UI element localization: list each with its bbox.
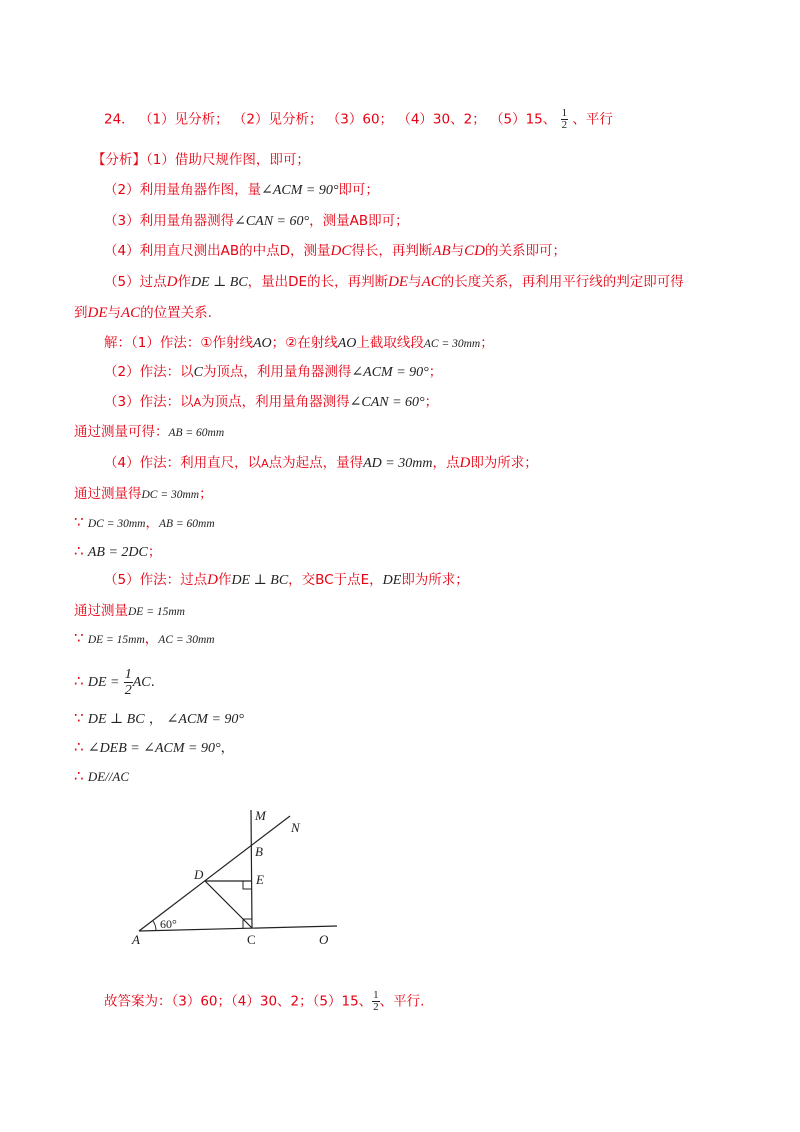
- math: A: [261, 457, 269, 470]
- answer-part-3: （3）60；: [326, 111, 394, 128]
- solution-line-6: [74, 484, 213, 505]
- math: D: [459, 455, 471, 471]
- text: （4）作法：利用直尺，以: [104, 455, 262, 471]
- question-number: 24．: [104, 111, 135, 128]
- segment-DC: [205, 881, 252, 928]
- math: C: [193, 365, 203, 380]
- text: 的位置关系.: [140, 305, 212, 321]
- text: ，: [144, 631, 159, 647]
- analysis-line-6: [74, 303, 212, 323]
- analysis-step-1: （1）借助尺规作图，即可；: [146, 152, 310, 168]
- math: ∠ACM = 90°: [261, 183, 339, 198]
- math: AC: [421, 274, 441, 290]
- math: DE ⊥ BC: [231, 573, 289, 588]
- text: （5）过点: [104, 274, 167, 290]
- analysis-line-4: [104, 241, 566, 261]
- solution-line-14: [74, 737, 234, 759]
- text: 即可；: [338, 182, 379, 198]
- text: 作: [177, 274, 191, 290]
- text: 到: [74, 305, 88, 321]
- solution-line-11: [74, 628, 215, 650]
- math: DC = 30mm: [141, 489, 200, 501]
- text: ；: [199, 486, 213, 502]
- math: AO: [337, 336, 357, 351]
- math: D: [166, 274, 178, 290]
- text: （5）15、: [312, 993, 373, 1010]
- therefore-symbol: ∴: [74, 672, 84, 690]
- ray-CM: [251, 810, 252, 928]
- text: 通过测量得: [74, 486, 142, 502]
- text: ，点: [432, 455, 460, 471]
- right-angle-mark-E: [243, 881, 252, 889]
- because-symbol: ∵: [74, 629, 84, 647]
- math: AB = 60mm: [158, 518, 215, 530]
- because-symbol: ∵: [74, 513, 84, 531]
- because-symbol: ∵: [74, 709, 84, 727]
- analysis-tag: 【分析】: [92, 152, 146, 168]
- text: 、平行.: [379, 993, 425, 1010]
- solution-line-12: [74, 665, 155, 699]
- answer-line: [104, 108, 613, 131]
- text: ，: [220, 740, 235, 756]
- solution-line-9: [104, 570, 469, 591]
- math: DE = 15mm: [128, 606, 185, 618]
- text: （4）利用直尺测出AB的中点D，测量: [104, 243, 331, 259]
- fraction-half: $\frac{1}{2}$: [373, 989, 379, 1013]
- text: ，: [145, 515, 159, 531]
- text: （3）作法：以: [104, 394, 194, 410]
- math: D: [207, 572, 218, 588]
- math: AC = 30mm: [423, 338, 481, 350]
- text: ；: [424, 394, 439, 410]
- label-B: B: [255, 844, 263, 859]
- solution-line-2: [104, 362, 442, 383]
- answer-part-1: （1）见分析；: [138, 111, 229, 128]
- math: AC: [121, 305, 141, 321]
- answer-part-5: （5）15、: [490, 111, 557, 128]
- text: 作: [217, 572, 232, 588]
- label-O: O: [319, 932, 329, 947]
- text: （2）作法：以: [104, 364, 194, 380]
- text: 故答案为：: [104, 993, 172, 1010]
- math: AD = 30mm: [363, 456, 433, 471]
- math: DE: [388, 274, 409, 290]
- math: DE ⊥ BC: [87, 712, 145, 727]
- text: 的关系即可；: [485, 243, 566, 259]
- text: .: [150, 674, 155, 690]
- text: 通过测量: [74, 603, 128, 619]
- math: ∠ACM = 90°: [166, 712, 244, 727]
- analysis-line-5: [104, 272, 684, 293]
- label-M: M: [255, 808, 266, 823]
- answer-part-5-tail: 、平行: [572, 111, 613, 128]
- math: DE = 15mm: [87, 634, 145, 646]
- math: ∠ACM = 90°: [351, 365, 429, 380]
- math: AB = 2DC: [87, 545, 148, 560]
- analysis-line-3: [104, 211, 409, 232]
- label-D: D: [194, 867, 204, 882]
- text: 即为所求；: [401, 572, 469, 588]
- math: ∠CAN = 60°: [234, 214, 310, 229]
- fraction-half: $\frac{1}{2}$: [124, 666, 132, 698]
- text: ，测量AB即可；: [309, 213, 409, 229]
- geometry-figure: [125, 800, 350, 950]
- math: AC = 30mm: [158, 634, 215, 646]
- math: DE ⊥ BC: [190, 275, 248, 290]
- answer-part-2: （2）见分析；: [232, 111, 323, 128]
- solution-line-1: [104, 333, 494, 354]
- math: DC: [330, 243, 352, 259]
- solution-line-8: [74, 541, 161, 563]
- solution-line-4: [74, 422, 224, 443]
- math: DE =: [87, 675, 120, 690]
- text: ；: [428, 364, 443, 380]
- text: ，交BC于点E，: [288, 572, 383, 588]
- math: AC: [132, 675, 151, 690]
- text: ；: [480, 335, 494, 351]
- text: （3）60；: [171, 993, 232, 1010]
- solution-line-10: [74, 601, 185, 622]
- solution-line-5: [104, 453, 538, 474]
- text: 上截取线段: [356, 335, 424, 351]
- final-answer-line: [104, 990, 424, 1013]
- math: DE//AC: [87, 769, 130, 784]
- math: DE: [382, 573, 402, 588]
- answer-part-4: （4）30、2；: [397, 111, 486, 128]
- text: 与: [450, 243, 465, 259]
- math: ∠CAN = 60°: [349, 395, 425, 410]
- math: ∠DEB = ∠ACM = 90°: [87, 741, 221, 756]
- solution-line-7: [74, 512, 215, 534]
- fraction-half: $\frac{1}{2}$: [561, 107, 568, 131]
- therefore-symbol: ∴: [74, 738, 84, 756]
- text: （3）利用量角器测得: [104, 213, 235, 229]
- solution-line-3: [104, 392, 438, 413]
- math: AB: [432, 243, 451, 259]
- solution-line-13: [74, 708, 244, 730]
- ray-AN: [139, 816, 290, 931]
- text: （2）利用量角器作图，量: [104, 182, 262, 198]
- solution-line-15: [74, 766, 129, 787]
- math: AO: [252, 336, 272, 351]
- text: 的长度关系，再利用平行线的判定即可得: [440, 274, 684, 290]
- math: DE: [87, 305, 108, 321]
- label-N: N: [291, 820, 300, 835]
- angle-label-60: 60°: [160, 917, 177, 931]
- math: AB = 60mm: [168, 427, 225, 439]
- therefore-symbol: ∴: [74, 542, 84, 560]
- analysis-line-1: [92, 150, 310, 170]
- math: A: [193, 396, 202, 409]
- text: ；②在射线: [271, 335, 338, 351]
- label-C: C: [247, 932, 256, 947]
- text: 与: [107, 305, 121, 321]
- text: （5）作法：过点: [104, 572, 208, 588]
- text: 与: [408, 274, 422, 290]
- analysis-line-2: [104, 180, 379, 201]
- text: 通过测量可得：: [74, 424, 169, 440]
- math: DC = 30mm: [87, 518, 146, 530]
- text: （4）30、2；: [231, 993, 313, 1010]
- text: 为顶点，利用量角器测得: [202, 364, 352, 380]
- label-A: A: [132, 932, 140, 947]
- math: CD: [464, 243, 485, 259]
- text: 解：（1）作法：①作射线: [104, 335, 253, 351]
- label-E: E: [256, 872, 264, 887]
- text: 点为起点，量得: [268, 455, 364, 471]
- angle-arc-A: [153, 921, 156, 931]
- text: 为顶点，利用量角器测得: [201, 394, 350, 410]
- text: 得长，再判断: [351, 243, 433, 259]
- therefore-symbol: ∴: [74, 767, 84, 785]
- text: 即为所求；: [470, 455, 538, 471]
- text: ，量出DE的长，再判断: [247, 274, 389, 290]
- text: ；: [147, 544, 162, 560]
- text: ，: [148, 711, 163, 727]
